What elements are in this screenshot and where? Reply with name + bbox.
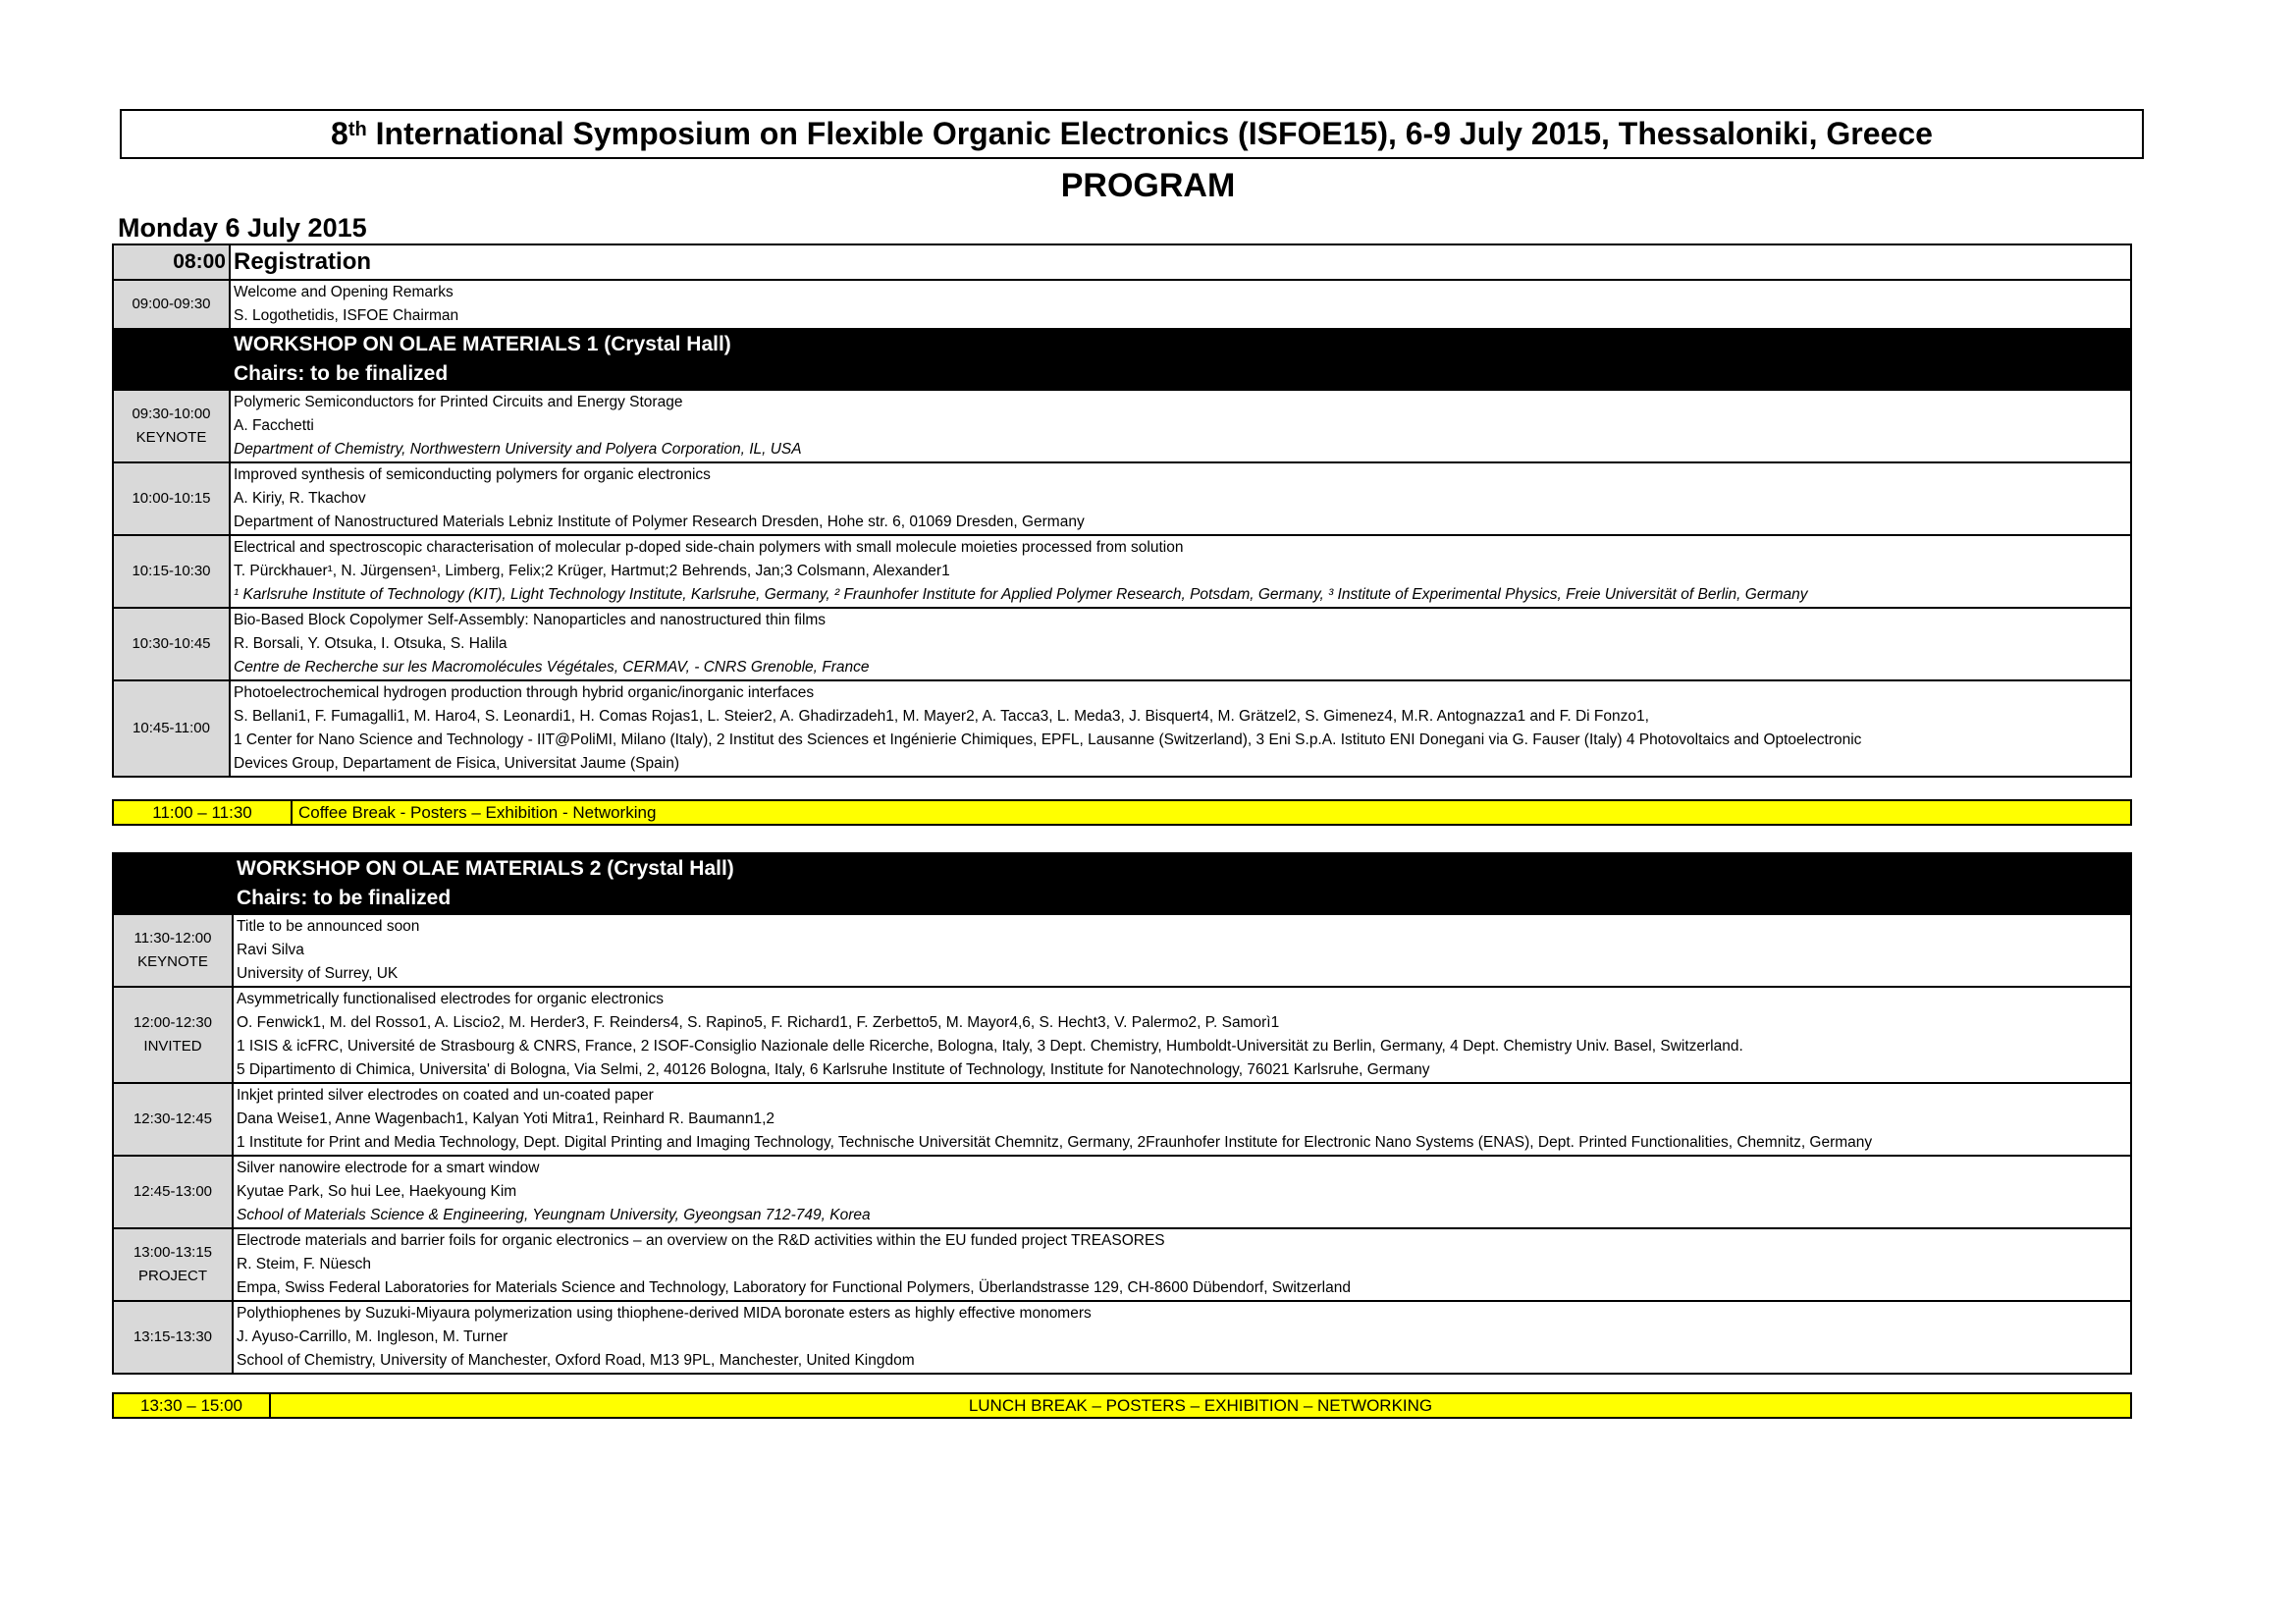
- talk-title: Electrode materials and barrier foils for organic electronics – an overview on the R&D activities within the EU funded project TREASORES: [237, 1232, 1165, 1249]
- talk-affiliation: 1 ISIS & icFRC, Université de Strasbourg & CNRS, France, 2 ISOF-Consiglio Nazionale delle Ricerche, Bologna, Italy, 3 Dept. Chemistry, Humboldt-Universität zu Berlin, Germany, 4 Dept. Chemistry Univ. Basel, Switzerland.: [237, 1038, 1743, 1055]
- talk-title: Polythiophenes by Suzuki-Miyaura polymerization using thiophene-derived MIDA boronate esters as highly effective monomers: [237, 1305, 1092, 1322]
- talk-content: [233, 1083, 2131, 1156]
- talk-affiliation: Centre de Recherche sur les Macromolécules Végétales, CERMAV, - CNRS Grenoble, France: [234, 659, 870, 676]
- program-heading: PROGRAM: [1060, 167, 1236, 204]
- talk-authors: A. Kiriy, R. Tkachov: [234, 490, 366, 507]
- talk-authors: R. Borsali, Y. Otsuka, I. Otsuka, S. Halila: [234, 635, 507, 652]
- talk-time: 10:30-10:45: [113, 608, 230, 680]
- talk-affiliation: 1 Center for Nano Science and Technology - IIT@PoliMI, Milano (Italy), 2 Institut des Sciences et Ingénierie Chimiques, EPFL, Lausanne (Switzerland), 3 Eni S.p.A. Istituto ENI Donegani via G. Fauser (Italy) 4 Photovoltaics and Optoelectronic: [234, 731, 1862, 748]
- talk-affiliation: School of Materials Science & Engineering, Yeungnam University, Gyeongsan 712-749, Korea: [237, 1207, 871, 1223]
- talk-time: 10:00-10:15: [113, 462, 230, 535]
- lunch-break-time: 13:30 – 15:00: [114, 1394, 271, 1417]
- talk-authors: Dana Weise1, Anne Wagenbach1, Kalyan Yoti Mitra1, Reinhard R. Baumann1,2: [237, 1110, 775, 1127]
- talk-content: [233, 987, 2131, 1083]
- session-header-2: [113, 853, 2131, 914]
- talk-affiliation: School of Chemistry, University of Manchester, Oxford Road, M13 9PL, Manchester, United Kingdom: [237, 1352, 915, 1369]
- talk-affiliation: ¹ Karlsruhe Institute of Technology (KIT), Light Technology Institute, Karlsruhe, Germany, ² Fraunhofer Institute for Applied Polymer Research, Potsdam, Germany, ³ Institute of Experimental Physics, Freie Universität of Berlin, Germany: [234, 586, 1808, 603]
- title-ordinal: 8: [331, 116, 348, 151]
- talk-time: 12:30-12:45: [113, 1083, 233, 1156]
- session-header-1: [113, 329, 2131, 390]
- coffee-break-time: 11:00 – 11:30: [114, 801, 293, 824]
- lunch-break-label: LUNCH BREAK – POSTERS – EXHIBITION – NETWORKING: [968, 1395, 1433, 1415]
- session-header-spacer: [113, 853, 233, 914]
- talk-time: 12:45-13:00: [113, 1156, 233, 1228]
- talk-content: [233, 914, 2131, 987]
- talk-title: Improved synthesis of semiconducting polymers for organic electronics: [234, 466, 711, 483]
- registration-time: 08:00: [113, 244, 230, 280]
- welcome-content: [230, 280, 2131, 329]
- talk-content: [233, 1228, 2131, 1301]
- talk-time: 11:30-12:00 KEYNOTE: [113, 914, 233, 987]
- title-text: International Symposium on Flexible Organic Electronics (ISFOE15), 6-9 July 2015, Thessaloniki, Greece: [375, 116, 1933, 151]
- title-ordinal-suffix: th: [347, 119, 367, 140]
- talk-affiliation: Department of Nanostructured Materials Lebniz Institute of Polymer Research Dresden, Hohe str. 6, 01069 Dresden, Germany: [234, 514, 1085, 530]
- table-row: [113, 1083, 2131, 1156]
- talk-affiliation-cont: Devices Group, Departament de Fisica, Universitat Jaume (Spain): [234, 755, 679, 772]
- session-title: WORKSHOP ON OLAE MATERIALS 2 (Crystal Hall): [237, 857, 734, 880]
- welcome-speaker: S. Logothetidis, ISFOE Chairman: [234, 307, 459, 324]
- talk-content: [230, 390, 2131, 462]
- talk-title: Title to be announced soon: [237, 918, 420, 935]
- talk-time: 10:15-10:30: [113, 535, 230, 608]
- table-row: [113, 680, 2131, 777]
- talk-tag: KEYNOTE: [135, 429, 207, 446]
- table-row: [113, 390, 2131, 462]
- talk-title: Silver nanowire electrode for a smart window: [237, 1160, 540, 1176]
- document-title: [120, 109, 2144, 159]
- welcome-time: 09:00-09:30: [113, 280, 230, 329]
- talk-content: [230, 608, 2131, 680]
- table-row: [113, 1228, 2131, 1301]
- session-chairs: Chairs: to be finalized: [237, 887, 452, 909]
- schedule-table-2: [112, 852, 2132, 1375]
- talk-content: [230, 535, 2131, 608]
- talk-affiliation: 1 Institute for Print and Media Technology, Dept. Digital Printing and Imaging Technology, Technische Universität Chemnitz, Germany, 2Fraunhofer Institute for Electronic Nano Systems (ENAS), Dept. Printed Functionalities, Chemnitz, Germany: [237, 1134, 1873, 1151]
- talk-content: [230, 462, 2131, 535]
- day-heading: Monday 6 July 2015: [118, 213, 367, 243]
- talk-title: Electrical and spectroscopic characterisation of molecular p-doped side-chain polymers with small molecule moieties processed from solution: [234, 539, 1184, 556]
- talk-authors: J. Ayuso-Carrillo, M. Ingleson, M. Turner: [237, 1328, 508, 1345]
- talk-authors: Ravi Silva: [237, 942, 304, 958]
- talk-time: 12:00-12:30 INVITED: [113, 987, 233, 1083]
- talk-authors: R. Steim, F. Nüesch: [237, 1256, 371, 1272]
- talk-tag: INVITED: [143, 1038, 202, 1055]
- session-header-text: [233, 853, 2131, 914]
- session-chairs: Chairs: to be finalized: [234, 362, 449, 385]
- talk-content: [233, 1301, 2131, 1374]
- talk-time: 13:15-13:30: [113, 1301, 233, 1374]
- table-row: [113, 462, 2131, 535]
- talk-time: 10:45-11:00: [113, 680, 230, 777]
- coffee-break-bar: [112, 799, 2132, 826]
- talk-tag: KEYNOTE: [137, 953, 208, 970]
- table-row: [113, 608, 2131, 680]
- talk-content: [230, 680, 2131, 777]
- talk-title: Polymeric Semiconductors for Printed Circuits and Energy Storage: [234, 394, 683, 410]
- registration-row: [113, 244, 2131, 280]
- talk-authors: Kyutae Park, So hui Lee, Haekyoung Kim: [237, 1183, 517, 1200]
- table-row: [113, 914, 2131, 987]
- talk-affiliation: University of Surrey, UK: [237, 965, 399, 982]
- schedule-table-1: [112, 244, 2132, 778]
- welcome-title: Welcome and Opening Remarks: [234, 284, 454, 300]
- coffee-break-label: Coffee Break - Posters – Exhibition - Networking: [298, 802, 657, 822]
- table-row: [113, 535, 2131, 608]
- talk-title: Photoelectrochemical hydrogen production through hybrid organic/inorganic interfaces: [234, 684, 815, 701]
- table-row: [113, 1156, 2131, 1228]
- session-header-text: [230, 329, 2131, 390]
- talk-authors: S. Bellani1, F. Fumagalli1, M. Haro4, S. Leonardi1, H. Comas Rojas1, L. Steier2, A. Ghadirzadeh1, M. Mayer2, A. Tacca3, L. Meda3, J. Bisquert4, M. Grätzel2, S. Gimenez4, M.R. Antognazza1 and F. Di Fonzo1,: [234, 708, 1649, 725]
- session-header-spacer: [113, 329, 230, 390]
- table-row: [113, 1301, 2131, 1374]
- talk-affiliation: Department of Chemistry, Northwestern University and Polyera Corporation, IL, USA: [234, 441, 802, 458]
- talk-title: Bio-Based Block Copolymer Self-Assembly: Nanoparticles and nanostructured thin films: [234, 612, 827, 628]
- session-title: WORKSHOP ON OLAE MATERIALS 1 (Crystal Hall): [234, 333, 731, 355]
- talk-content: [233, 1156, 2131, 1228]
- table-row: [113, 987, 2131, 1083]
- lunch-break-bar: [112, 1392, 2132, 1419]
- talk-authors: T. Pürckhauer¹, N. Jürgensen¹, Limberg, Felix;2 Krüger, Hartmut;2 Behrends, Jan;3 Colsmann, Alexander1: [234, 563, 950, 579]
- talk-time: 13:00-13:15 PROJECT: [113, 1228, 233, 1301]
- welcome-row: [113, 280, 2131, 329]
- talk-tag: PROJECT: [137, 1268, 207, 1284]
- talk-affiliation-cont: 5 Dipartimento di Chimica, Universita' di Bologna, Via Selmi, 2, 40126 Bologna, Italy, 6 Karlsruhe Institute of Technology, Institute for Nanotechnology, 76021 Karlsruhe, Germany: [237, 1061, 1430, 1078]
- talk-title: Inkjet printed silver electrodes on coated and un-coated paper: [237, 1087, 654, 1104]
- talk-authors: A. Facchetti: [234, 417, 314, 434]
- talk-affiliation: Empa, Swiss Federal Laboratories for Materials Science and Technology, Laboratory for Functional Polymers, Überlandstrasse 129, CH-8600 Dübendorf, Switzerland: [237, 1279, 1351, 1296]
- talk-title: Asymmetrically functionalised electrodes for organic electronics: [237, 991, 665, 1007]
- registration-label: Registration: [230, 244, 2131, 280]
- talk-time: 09:30-10:00 KEYNOTE: [113, 390, 230, 462]
- talk-authors: O. Fenwick1, M. del Rosso1, A. Liscio2, M. Herder3, F. Reinders4, S. Rapino5, F. Richard1, F. Zerbetto5, M. Mayor4,6, S. Hecht3, V. Palermo2, P. Samorì1: [237, 1014, 1280, 1031]
